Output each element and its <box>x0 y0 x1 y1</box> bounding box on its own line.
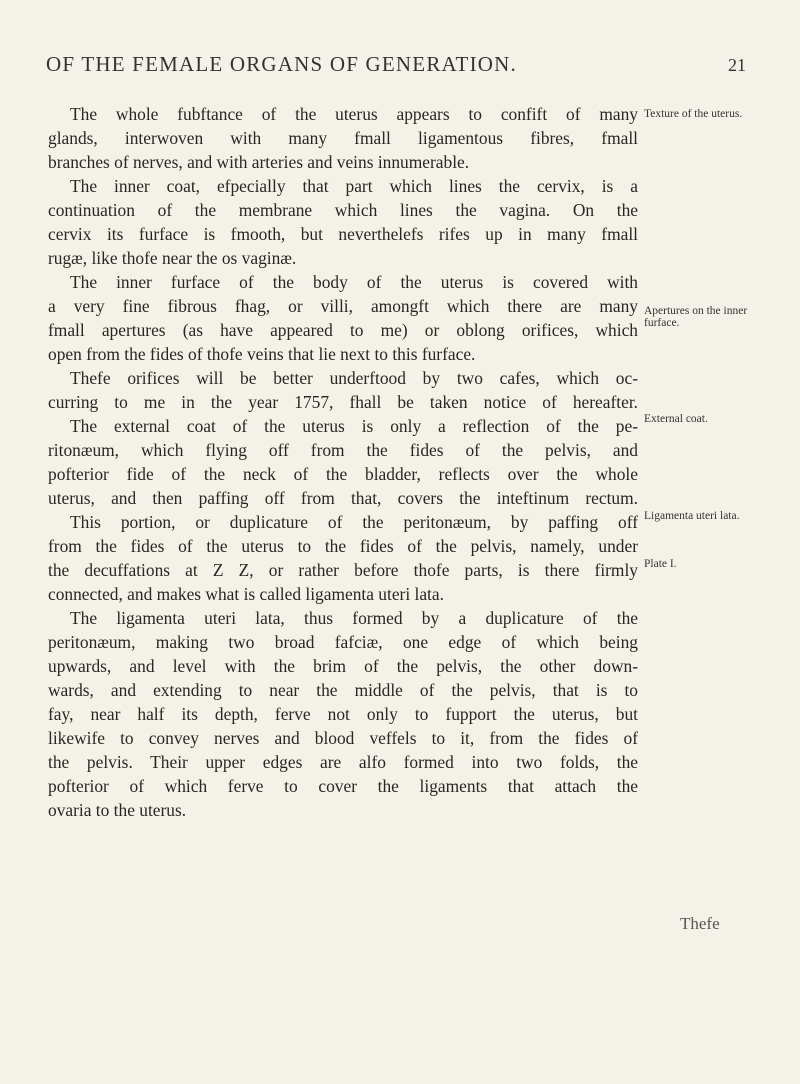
text-line: uterus, and then paffing off from that, covers the inteftinum rectum. <box>48 488 638 508</box>
text-line: from the fides of the uterus to the fides of the pelvis, namely, under <box>48 536 638 556</box>
text-line: cervix its furface is fmooth, but neverthelefs rifes up in many fmall <box>48 224 638 244</box>
text-line: The ligamenta uteri lata, thus formed by a duplicature of the <box>70 608 638 628</box>
text-line: pofterior fide of the neck of the bladder, reflects over the whole <box>48 464 638 484</box>
text-line: branches of nerves, and with arteries and veins innumerable. <box>48 152 470 172</box>
text-line: wards, and extending to near the middle of the pelvis, that is to <box>48 680 638 700</box>
margin-note-texture: Texture of the uterus. <box>644 108 743 120</box>
text-line: Thefe orifices will be better underftood by two cafes, which oc- <box>70 368 638 388</box>
margin-note-plate: Plate I. <box>644 558 677 570</box>
text-line: curring to me in the year 1757, fhall be taken notice of hereafter. <box>48 392 638 412</box>
page-number: 21 <box>728 55 746 75</box>
text-line: open from the fides of thofe veins that lie next to this furface. <box>48 344 476 364</box>
margin-note-apertures: Apertures on the inner furface. <box>644 305 748 329</box>
text-line: fay, near half its depth, ferve not only to fupport the uterus, but <box>48 704 638 724</box>
text-line: ritonæum, which flying off from the fides of the pelvis, and <box>48 440 638 460</box>
running-title: OF THE FEMALE ORGANS OF GENERATION. <box>46 52 517 76</box>
catchword: Thefe <box>680 914 720 933</box>
text-line: the decuffations at Z Z, or rather before thofe parts, is there firmly <box>48 560 638 580</box>
text-line: a very fine fibrous fhag, or villi, amongft which there are many <box>48 296 638 316</box>
text-line: pofterior of which ferve to cover the ligaments that attach the <box>48 776 638 796</box>
text-line: peritonæum, making two broad fafciæ, one edge of which being <box>48 632 638 652</box>
page-header <box>46 52 746 77</box>
text-line: continuation of the membrane which lines the vagina. On the <box>48 200 638 220</box>
text-line: the pelvis. Their upper edges are alfo formed into two folds, the <box>48 752 638 772</box>
text-line: glands, interwoven with many fmall ligamentous fibres, fmall <box>48 128 638 148</box>
text-line: This portion, or duplicature of the peritonæum, by paffing off <box>70 512 638 532</box>
text-line: ovaria to the uterus. <box>48 800 187 820</box>
margin-note-external-coat: External coat. <box>644 413 708 425</box>
text-line: likewife to convey nerves and blood veffels to it, from the fides of <box>48 728 638 748</box>
text-line: The whole fubftance of the uterus appears to confift of many <box>70 104 638 124</box>
text-line: fmall apertures (as have appeared to me) or oblong orifices, which <box>48 320 638 340</box>
text-line: The inner coat, efpecially that part which lines the cervix, is a <box>70 176 638 196</box>
text-line: upwards, and level with the brim of the pelvis, the other down- <box>48 656 638 676</box>
text-line: rugæ, like thofe near the os vaginæ. <box>48 248 297 268</box>
body-text <box>48 102 638 822</box>
text-line: connected, and makes what is called ligamenta uteri lata. <box>48 584 444 604</box>
margin-note-ligamenta: Ligamenta uteri lata. <box>644 510 740 522</box>
text-line: The external coat of the uterus is only a reflection of the pe- <box>70 416 638 436</box>
text-line: The inner furface of the body of the uterus is covered with <box>70 272 638 292</box>
